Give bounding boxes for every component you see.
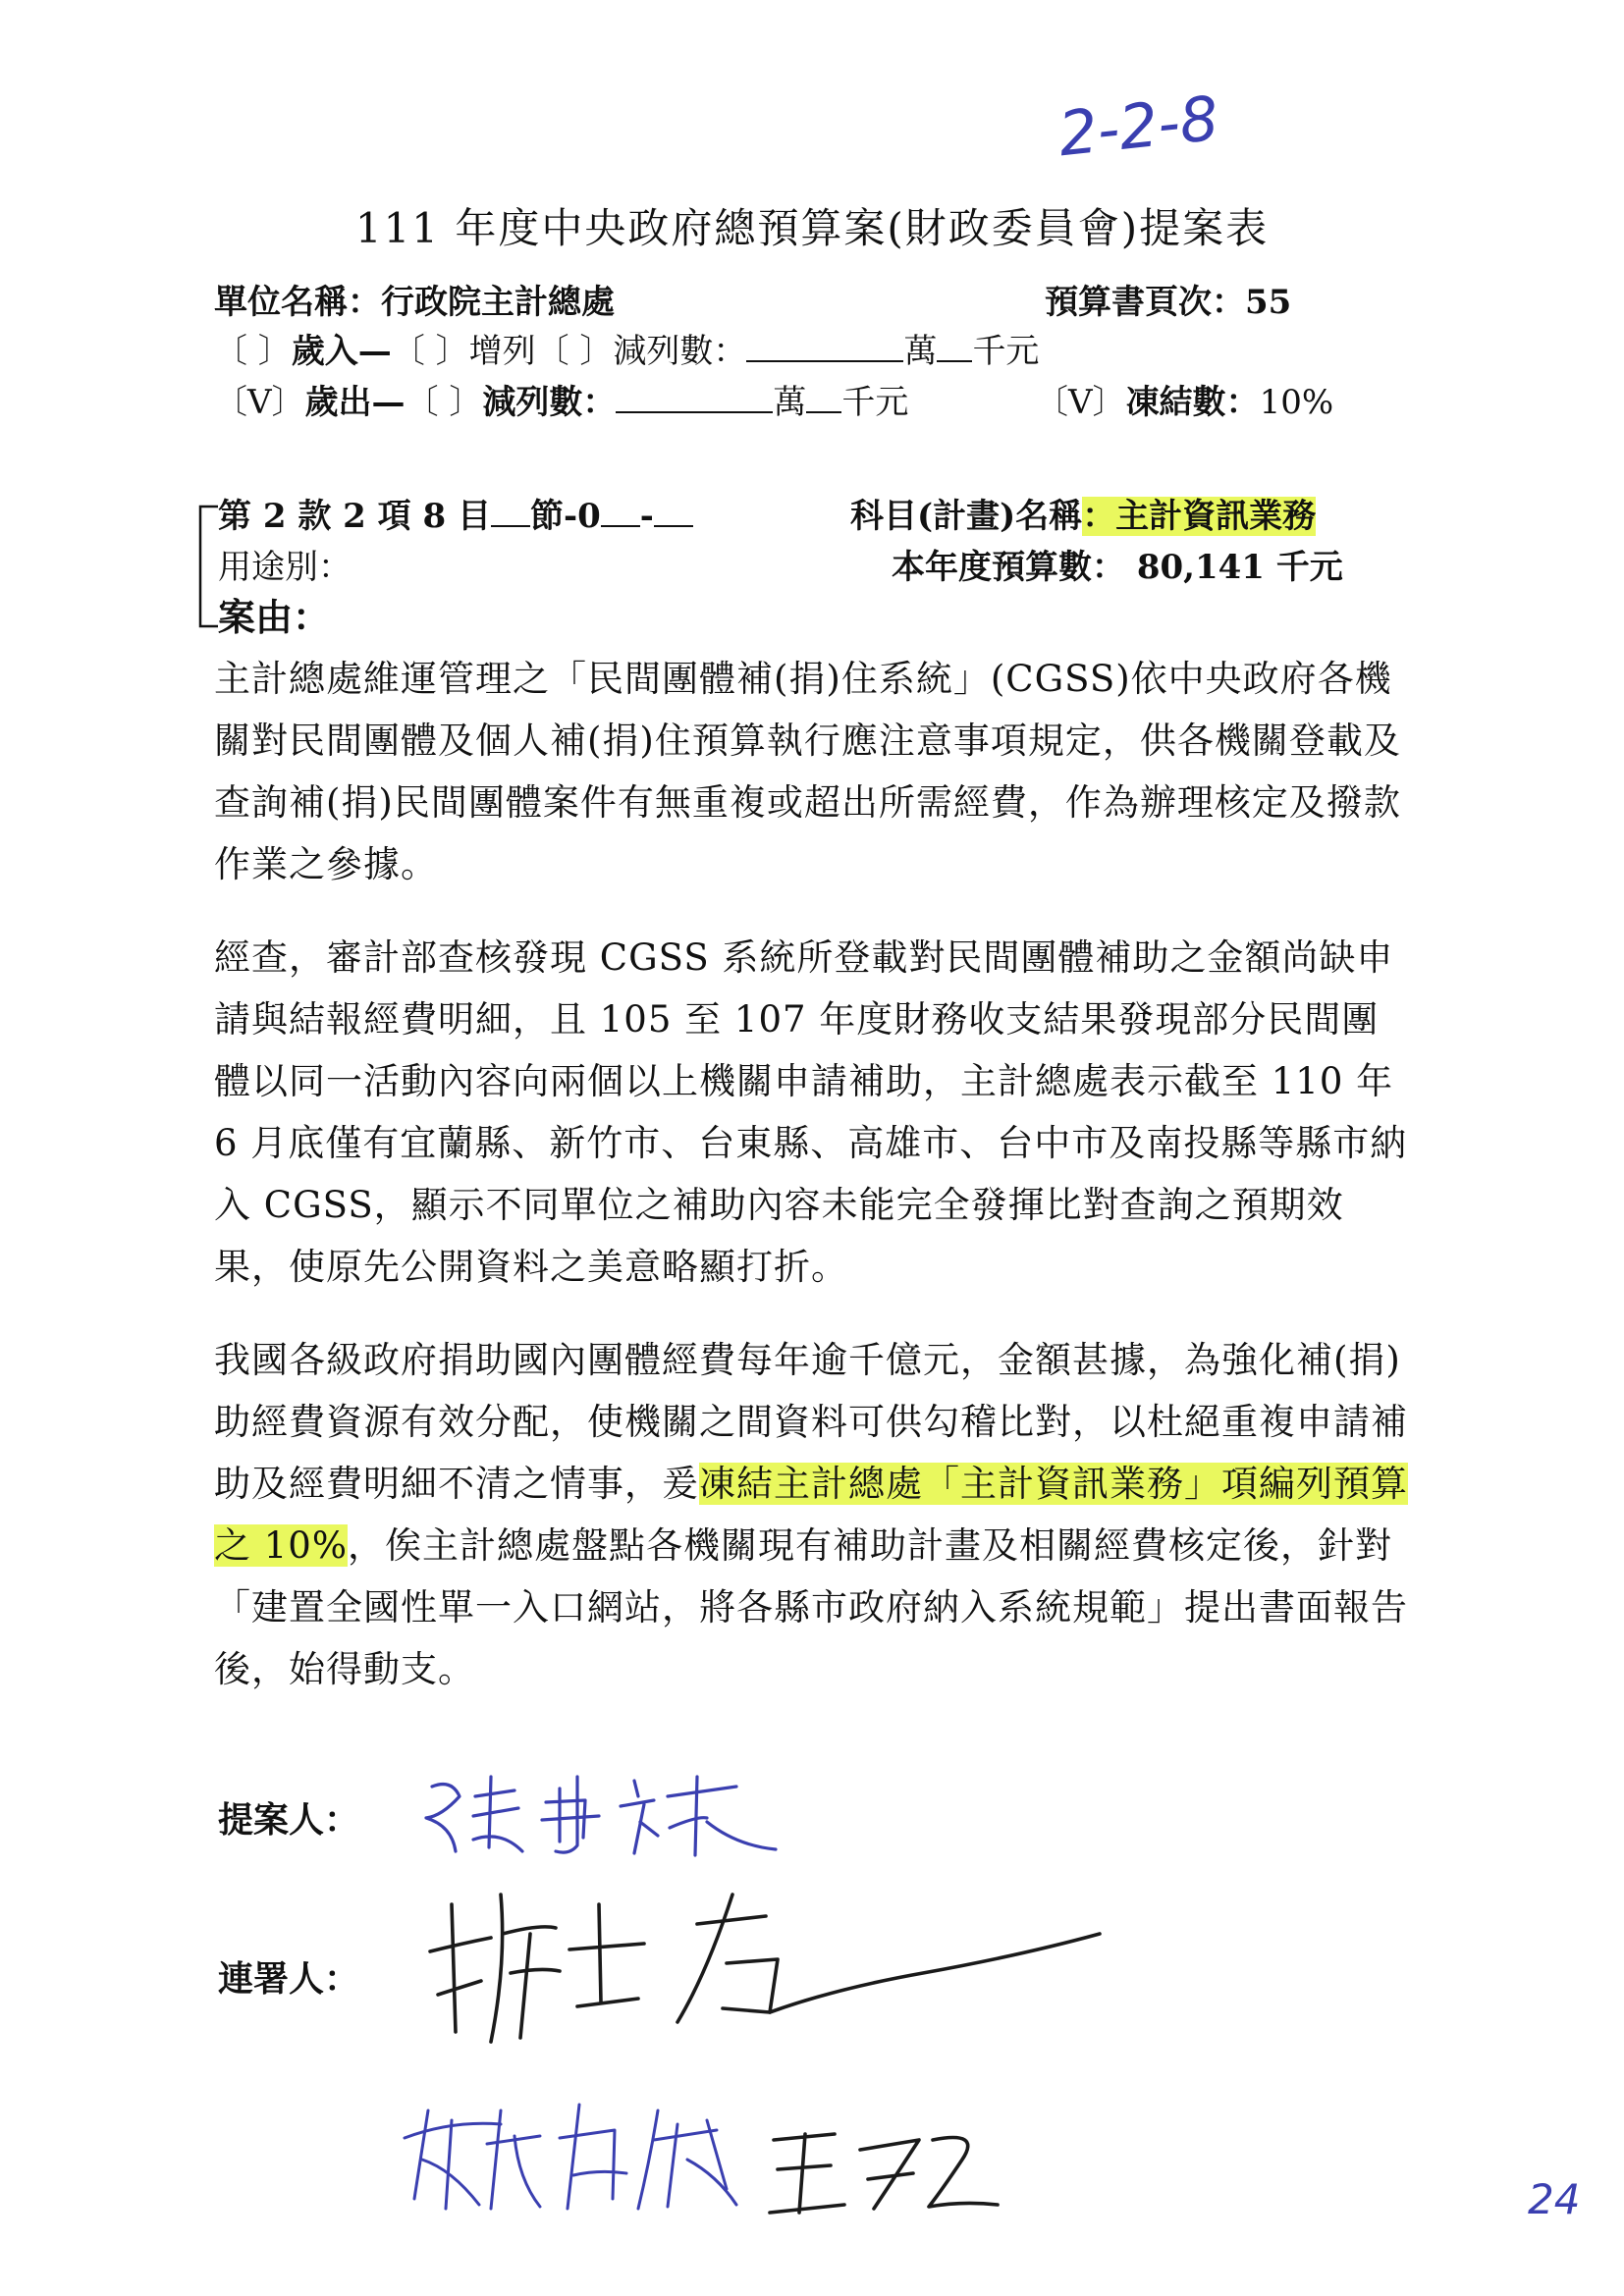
cosigner-signature-1 bbox=[412, 1865, 1100, 2061]
revenue-increase: 〔 〕增列 bbox=[391, 332, 536, 371]
annual-budget-value: 80,141 千元 bbox=[1136, 548, 1343, 587]
expense-decrease: 減列數： bbox=[482, 383, 617, 422]
revenue-line bbox=[214, 324, 1039, 372]
expense-decrease-check: 〔 〕 bbox=[405, 383, 483, 422]
subject-label: 科目(計畫)名稱 bbox=[850, 497, 1083, 536]
freeze-check: 〔V〕 bbox=[1035, 383, 1126, 422]
item-code-dash: - bbox=[639, 497, 654, 536]
paragraph-1 bbox=[214, 648, 1412, 895]
annual-budget-label: 本年度預算數： bbox=[892, 548, 1125, 587]
revenue-qianyuan: 千元 bbox=[972, 332, 1040, 371]
item-code-prefix: 第 2 款 2 項 8 目 bbox=[218, 497, 491, 536]
freeze-label: 凍結數： bbox=[1125, 383, 1260, 422]
item-code-blank-1 bbox=[491, 492, 530, 527]
item-code bbox=[218, 489, 693, 537]
expense-wan-blank bbox=[616, 378, 773, 413]
subject-name bbox=[850, 489, 1316, 537]
paragraph-3-part-b: ，俟主計總處盤點各機關現有補助計畫及相關經費核定後，針對「建置全國性單一入口網站，將各縣市政府納入系統規範」提出書面報告後，始得動支。 bbox=[214, 1524, 1408, 1690]
budget-page-value: 55 bbox=[1245, 283, 1292, 322]
proposer-label: 提案人： bbox=[218, 1799, 360, 1841]
item-code-blank-2 bbox=[601, 492, 640, 527]
page-title: 111 年度中央政府總預算案(財政委員會)提案表 bbox=[354, 204, 1270, 252]
expense-qian-blank bbox=[806, 378, 841, 413]
cosigner-signature-3 bbox=[766, 2110, 1001, 2228]
paragraph-3-part-a: 我國各級政府捐助國內團體經費每年逾千億元，金額甚據，為強化補(捐)助經費資源有效分配，使機關之間資料可供勾稽比對，以杜絕重複申請補助及經費明細不清之情事，爰 bbox=[214, 1339, 1408, 1505]
revenue-check: 〔 〕 bbox=[214, 332, 292, 371]
expense-line bbox=[214, 375, 908, 423]
handwritten-note: 2-2-8 bbox=[1055, 81, 1222, 171]
paragraph-3 bbox=[214, 1329, 1412, 1700]
expense-label: 歲出— bbox=[304, 383, 406, 422]
freeze-amount bbox=[1035, 375, 1333, 423]
expense-qianyuan: 千元 bbox=[841, 383, 909, 422]
usage-label: 用途別： bbox=[218, 548, 352, 587]
unit-label: 單位名稱： bbox=[214, 283, 381, 322]
proposer-signature bbox=[412, 1757, 785, 1865]
revenue-label: 歲入— bbox=[291, 332, 392, 371]
revenue-wan: 萬 bbox=[903, 332, 938, 371]
expense-wan: 萬 bbox=[773, 383, 807, 422]
budget-page-label: 預算書頁次： bbox=[1045, 283, 1245, 322]
item-code-jie: 節-0 bbox=[530, 497, 601, 536]
annual-budget bbox=[892, 540, 1343, 588]
paragraph-3-highlight: 凍結主計總處「主計資訊業務」項編列預算之 10% bbox=[214, 1463, 1408, 1567]
cosigner-label: 連署人： bbox=[218, 1958, 360, 2000]
subject-value: ：主計資訊業務 bbox=[1082, 497, 1317, 536]
expense-check: 〔V〕 bbox=[214, 383, 305, 422]
freeze-value: 10% bbox=[1259, 383, 1334, 422]
page-mark: 24 bbox=[1528, 2175, 1581, 2223]
usage bbox=[218, 540, 352, 588]
unit-value: 行政院主計總處 bbox=[381, 283, 615, 322]
revenue-decrease: 〔 〕減列數： bbox=[535, 332, 747, 371]
revenue-wan-blank bbox=[746, 327, 903, 362]
paragraph-1-text: 主計總處維運管理之「民間團體補(捐)住系統」(CGSS)依中央政府各機關對民間團體及個人補(捐)住預算執行應注意事項規定，供各機關登載及查詢補(捐)民間團體案件有無重複或超出所需經費，作為辦理核定及撥款作業之參據。 bbox=[214, 658, 1401, 885]
budget-page bbox=[1045, 275, 1291, 323]
item-code-blank-3 bbox=[654, 492, 693, 527]
paragraph-3-text bbox=[214, 1329, 1412, 1700]
cosigner-signature-2 bbox=[393, 2081, 805, 2228]
unit-name bbox=[214, 275, 615, 323]
paragraph-2 bbox=[214, 927, 1412, 1298]
reason-label: 案由： bbox=[218, 595, 331, 639]
revenue-qian-blank bbox=[937, 327, 972, 362]
paragraph-2-text: 經查，審計部查核發現 CGSS 系統所登載對民間團體補助之金額尚缺申請與結報經費明細，且 105 至 107 年度財務收支結果發現部分民間團體以同一活動內容向兩個以上機關申請補助，主計總處表示截至 110 年 6 月底僅有宜蘭縣、新竹市、台東縣、高雄市、台中市及南投縣等縣市納入 CGSS，顯示不同單位之補助內容未能完全發揮比對查詢之預期效果，使原先公開資料之美意略顯打折。 bbox=[214, 936, 1408, 1288]
